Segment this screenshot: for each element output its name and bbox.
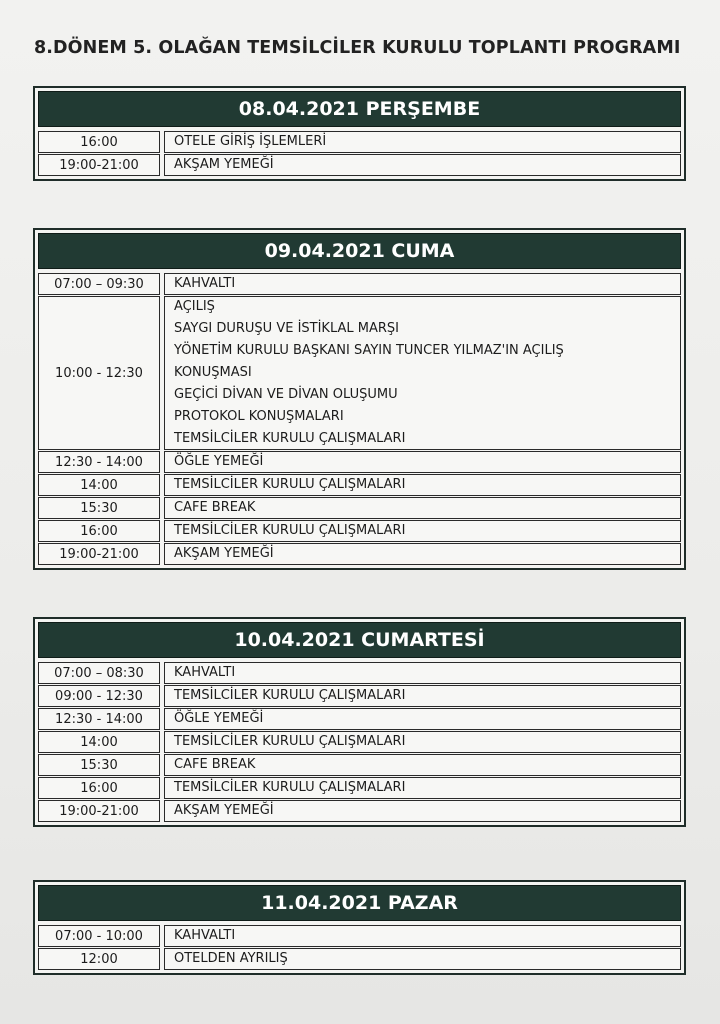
activity-cell [164,451,681,473]
time-cell: 19:00-21:00 [38,800,160,822]
activity-text: KONUŞMASI [174,365,252,380]
activity-cell [164,273,681,295]
activity-text: TEMSİLCİLER KURULU ÇALIŞMALARI [174,431,406,446]
activity-cell [164,800,681,822]
day-block [33,86,686,181]
activity-text: TEMSİLCİLER KURULU ÇALIŞMALARI [174,688,406,703]
activity-text: SAYGI DURUŞU VE İSTİKLAL MARŞI [174,321,399,336]
activity-text: AÇILIŞ [174,299,215,314]
activity-text: TEMSİLCİLER KURULU ÇALIŞMALARI [174,734,406,749]
schedule-row [38,662,681,684]
activity-cell [164,662,681,684]
schedule-row [38,777,681,799]
day-block [33,880,686,975]
document-title: 8.DÖNEM 5. OLAĞAN TEMSİLCİLER KURULU TOPLANTI PROGRAMI [34,38,681,58]
activity-text: AKŞAM YEMEĞİ [174,803,274,818]
day-header: 09.04.2021 CUMA [38,233,681,269]
activity-text: KAHVALTI [174,276,236,291]
time-cell: 16:00 [38,777,160,799]
activity-cell [164,543,681,565]
time-cell: 09:00 - 12:30 [38,685,160,707]
schedule-row [38,543,681,565]
activity-text: GEÇİCİ DİVAN VE DİVAN OLUŞUMU [174,387,398,402]
day-block [33,228,686,570]
schedule-row [38,754,681,776]
activity-text: ÖĞLE YEMEĞİ [174,454,264,469]
schedule-row [38,131,681,153]
schedule-row [38,685,681,707]
time-cell: 19:00-21:00 [38,543,160,565]
schedule-row [38,273,681,295]
schedule-row [38,925,681,947]
schedule-row [38,731,681,753]
activity-cell [164,708,681,730]
time-cell: 12:30 - 14:00 [38,451,160,473]
schedule-row [38,451,681,473]
activity-text: AKŞAM YEMEĞİ [174,546,274,561]
activity-cell [164,731,681,753]
schedule-row [38,948,681,970]
activity-cell [164,777,681,799]
schedule-row [38,800,681,822]
activity-text: TEMSİLCİLER KURULU ÇALIŞMALARI [174,477,406,492]
schedule-row [38,296,681,450]
activity-text: TEMSİLCİLER KURULU ÇALIŞMALARI [174,523,406,538]
activity-cell [164,948,681,970]
time-cell: 07:00 – 09:30 [38,273,160,295]
time-cell: 19:00-21:00 [38,154,160,176]
activity-cell [164,131,681,153]
schedule-row [38,708,681,730]
activity-text: OTELE GİRİŞ İŞLEMLERİ [174,134,327,149]
activity-text: OTELDEN AYRILIŞ [174,951,288,966]
activity-cell [164,154,681,176]
activity-cell [164,497,681,519]
schedule-row [38,497,681,519]
activity-cell [164,685,681,707]
time-cell: 14:00 [38,731,160,753]
activity-cell [164,520,681,542]
time-cell: 07:00 – 08:30 [38,662,160,684]
activity-cell [164,925,681,947]
day-block [33,617,686,827]
schedule-row [38,154,681,176]
activity-cell [164,754,681,776]
activity-text: AKŞAM YEMEĞİ [174,157,274,172]
time-cell: 14:00 [38,474,160,496]
activity-text: ÖĞLE YEMEĞİ [174,711,264,726]
schedule-row [38,520,681,542]
time-cell: 12:30 - 14:00 [38,708,160,730]
day-header: 10.04.2021 CUMARTESİ [38,622,681,658]
time-cell: 07:00 - 10:00 [38,925,160,947]
time-cell: 16:00 [38,131,160,153]
schedule-row [38,474,681,496]
activity-text: YÖNETİM KURULU BAŞKANI SAYIN TUNCER YILMAZ'IN AÇILIŞ [174,343,564,358]
activity-cell [164,296,681,450]
activity-text: KAHVALTI [174,665,236,680]
activity-text: KAHVALTI [174,928,236,943]
activity-text: CAFE BREAK [174,757,256,772]
time-cell: 12:00 [38,948,160,970]
activity-text: CAFE BREAK [174,500,256,515]
activity-cell [164,474,681,496]
time-cell: 16:00 [38,520,160,542]
activity-text: TEMSİLCİLER KURULU ÇALIŞMALARI [174,780,406,795]
activity-text: PROTOKOL KONUŞMALARI [174,409,344,424]
time-cell: 15:30 [38,754,160,776]
day-header: 08.04.2021 PERŞEMBE [38,91,681,127]
time-cell: 15:30 [38,497,160,519]
day-header: 11.04.2021 PAZAR [38,885,681,921]
time-cell: 10:00 - 12:30 [38,296,160,450]
